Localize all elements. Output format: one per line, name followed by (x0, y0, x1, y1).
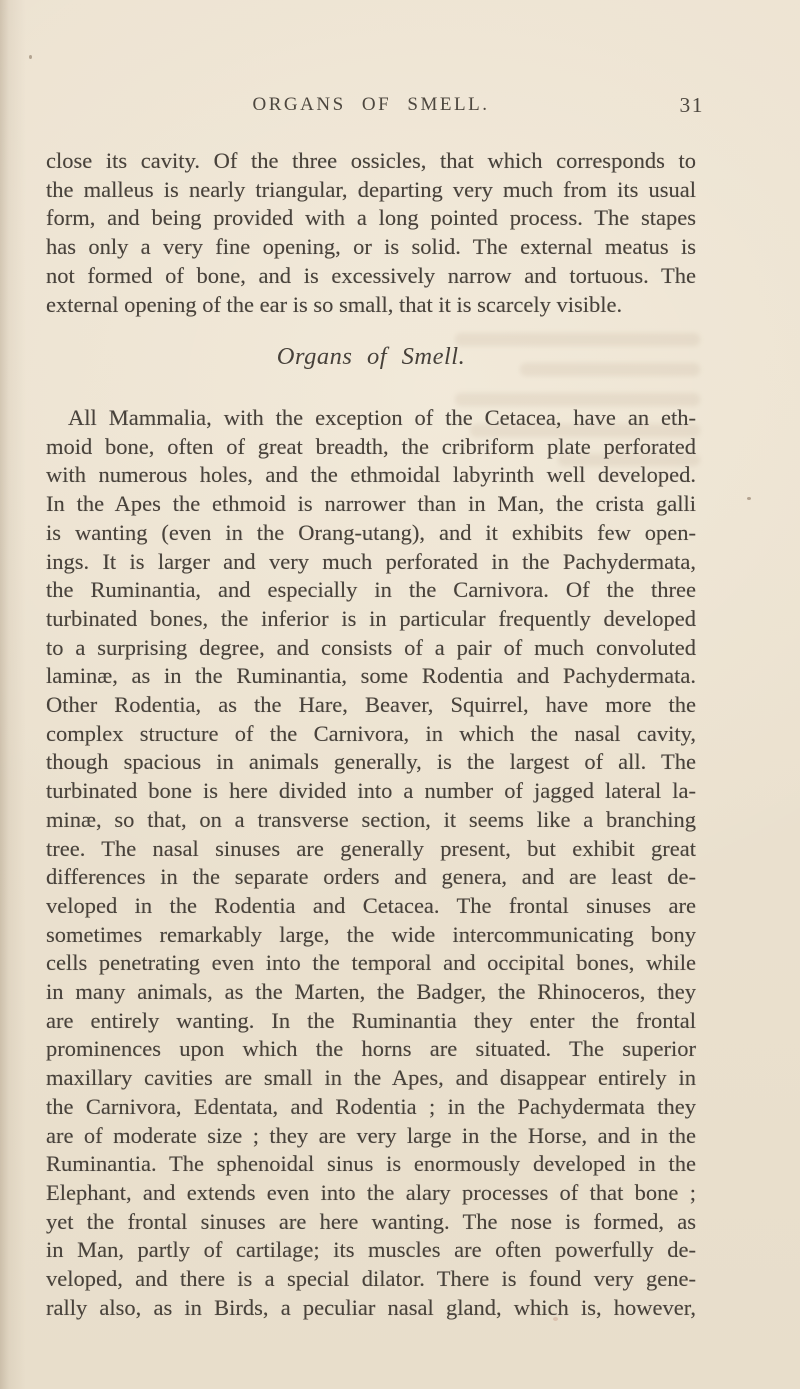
paper-speck (29, 55, 32, 59)
text-line: external opening of the ear is so small, that it is scarcely visible. (46, 291, 623, 317)
running-title: ORGANS OF SMELL. (252, 94, 490, 115)
text-line: veloped in the Rodentia and Cetacea. The frontal sinuses are (46, 892, 696, 918)
text-line: the malleus is nearly triangular, departing very much from its usual (46, 176, 696, 202)
text-line: in Man, partly of cartilage; its muscles are often powerfully de- (46, 1237, 696, 1263)
text-line: sometimes remarkably large, the wide intercommunicating bony (46, 921, 696, 947)
text-line: the Ruminantia, and especially in the Carnivora. Of the three (46, 577, 696, 603)
text-line: to a surprising degree, and consists of a pair of much convoluted (46, 634, 696, 660)
text-line: prominences upon which the horns are situated. The superior (46, 1036, 696, 1062)
paper-speck (553, 1317, 558, 1321)
text-line: are of moderate size ; they are very large in the Horse, and in the (46, 1122, 696, 1148)
text-line: laminæ, as in the Ruminantia, some Rodentia and Pachydermata. (46, 663, 696, 689)
text-line: Other Rodentia, as the Hare, Beaver, Squirrel, have more the (46, 692, 696, 718)
text-line: Elephant, and extends even into the alary processes of that bone ; (46, 1179, 696, 1205)
text-line: All Mammalia, with the exception of the Cetacea, have an eth- (68, 405, 696, 430)
text-line: in many animals, as the Marten, the Badger, the Rhinoceros, they (46, 979, 696, 1005)
text-line: is wanting (even in the Orang-utang), and it exhibits few open- (46, 519, 696, 545)
text-line: though spacious in animals generally, is the largest of all. The (46, 749, 696, 775)
text-line: form, and being provided with a long pointed process. The stapes (46, 205, 696, 231)
section-heading: Organs of Smell. (276, 343, 466, 370)
text-line: are entirely wanting. In the Ruminantia they enter the frontal (46, 1007, 696, 1033)
paragraph-organs-of-smell (46, 404, 696, 1323)
text-line: ings. It is larger and very much perforated in the Pachydermata, (46, 548, 696, 574)
text-line: the Carnivora, Edentata, and Rodentia ; in the Pachydermata they (46, 1093, 696, 1119)
text-line: In the Apes the ethmoid is narrower than in Man, the crista galli (46, 491, 696, 517)
text-line: rally also, as in Birds, a peculiar nasal gland, which is, however, (46, 1294, 696, 1320)
text-line: cells penetrating even into the temporal and occipital bones, while (46, 950, 696, 976)
text-line: tree. The nasal sinuses are generally present, but exhibit great (46, 835, 696, 861)
text-line: turbinated bones, the inferior is in particular frequently developed (46, 605, 696, 631)
text-line: veloped, and there is a special dilator. There is found very gene- (46, 1266, 696, 1292)
page-header (46, 93, 704, 117)
text-line: complex structure of the Carnivora, in which the nasal cavity, (46, 720, 696, 746)
text-line: turbinated bone is here divided into a number of jagged lateral la- (46, 778, 696, 804)
text-line: not formed of bone, and is excessively narrow and tortuous. The (46, 262, 696, 288)
text-line: with numerous holes, and the ethmoidal labyrinth well developed. (46, 462, 696, 488)
text-line: has only a very fine opening, or is solid. The external meatus is (46, 234, 696, 260)
text-line: close its cavity. Of the three ossicles, that which corresponds to (46, 148, 696, 173)
text-line: moid bone, often of great breadth, the cribriform plate perforated (46, 433, 696, 459)
text-line: minæ, so that, on a transverse section, it seems like a branching (46, 806, 696, 832)
text-line: differences in the separate orders and genera, and are least de- (46, 864, 696, 890)
paragraph-ear-continuation (46, 147, 696, 319)
text-line: maxillary cavities are small in the Apes, and disappear entirely in (46, 1065, 696, 1091)
page-number: 31 (679, 93, 704, 117)
text-line: yet the frontal sinuses are here wanting. The nose is formed, as (46, 1208, 696, 1234)
paper-speck (747, 497, 751, 500)
text-line: Ruminantia. The sphenoidal sinus is enormously developed in the (46, 1151, 696, 1177)
